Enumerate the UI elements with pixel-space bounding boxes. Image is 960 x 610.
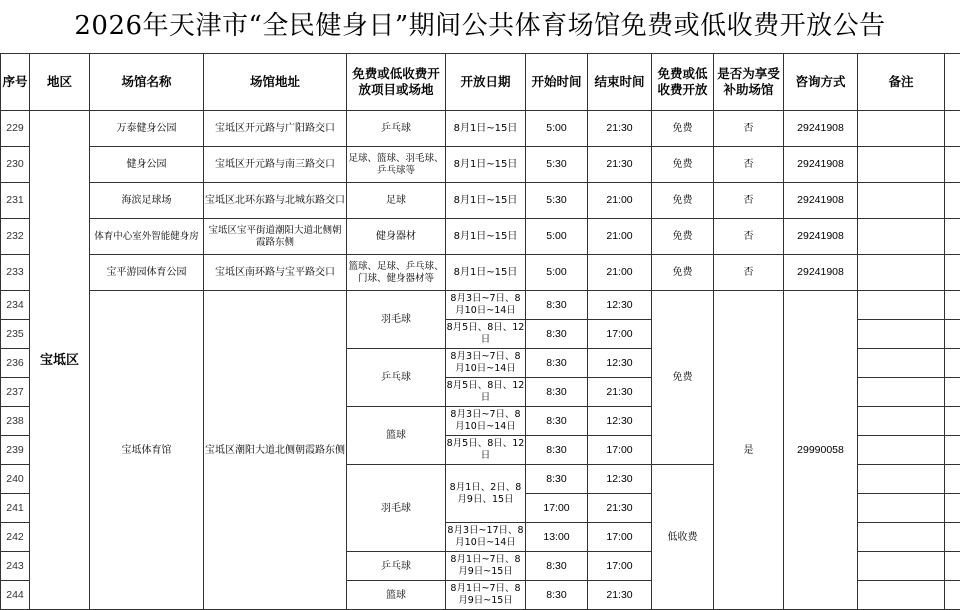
venue-cell[interactable]: 宝坻体育馆 (90, 291, 204, 610)
items-cell[interactable]: 足球、篮球、羽毛球、乒乓球等 (347, 147, 446, 183)
start-cell[interactable]: 8:30 (526, 465, 588, 494)
start-cell[interactable]: 8:30 (526, 581, 588, 610)
end-cell[interactable]: 21:30 (588, 147, 652, 183)
venue-cell[interactable]: 海滨足球场 (90, 183, 204, 219)
address-cell[interactable]: 宝坻区北环东路与北城东路交口 (204, 183, 347, 219)
seq-cell[interactable]: 239 (1, 436, 30, 465)
remark-cell[interactable] (858, 147, 945, 183)
end-cell[interactable]: 12:30 (588, 407, 652, 436)
start-cell[interactable]: 5:00 (526, 111, 588, 147)
header-remark[interactable]: 备注 (858, 54, 945, 111)
items-cell[interactable]: 篮球、足球、乒乓球、门球、健身器材等 (347, 255, 446, 291)
end-cell[interactable]: 17:00 (588, 436, 652, 465)
header-contact[interactable]: 咨询方式 (784, 54, 858, 111)
fee-cell[interactable]: 免费 (652, 255, 714, 291)
start-cell[interactable]: 8:30 (526, 320, 588, 349)
blank-cell[interactable] (945, 291, 960, 320)
start-cell[interactable]: 5:30 (526, 183, 588, 219)
end-cell[interactable]: 12:30 (588, 349, 652, 378)
blank-cell[interactable] (945, 349, 960, 378)
dates-cell[interactable]: 8月1日~7日、8月9日~15日 (446, 581, 526, 610)
blank-cell[interactable] (945, 552, 960, 581)
dates-cell[interactable]: 8月1日~7日、8月9日~15日 (446, 552, 526, 581)
header-seq[interactable]: 序号 (1, 54, 30, 111)
fee-cell[interactable]: 免费 (652, 147, 714, 183)
seq-cell[interactable]: 244 (1, 581, 30, 610)
address-cell[interactable]: 宝坻区宝平街道潮阳大道北侧朝霞路东侧 (204, 219, 347, 255)
header-start[interactable]: 开始时间 (526, 54, 588, 111)
contact-cell[interactable]: 29990058 (784, 291, 858, 610)
seq-cell[interactable]: 236 (1, 349, 30, 378)
start-cell[interactable]: 8:30 (526, 552, 588, 581)
start-cell[interactable]: 5:30 (526, 147, 588, 183)
blank-cell[interactable] (945, 581, 960, 610)
start-cell[interactable]: 8:30 (526, 378, 588, 407)
header-fee[interactable]: 免费或低收费开放 (652, 54, 714, 111)
dates-cell[interactable]: 8月1日、2日、8月9日、15日 (446, 465, 526, 523)
header-items[interactable]: 免费或低收费开放项目或场地 (347, 54, 446, 111)
fee-cell[interactable]: 免费 (652, 291, 714, 465)
table-row (1, 111, 960, 147)
dates-cell[interactable]: 8月3日~7日、8月10日~14日 (446, 291, 526, 320)
region-cell[interactable]: 宝坻区 (30, 111, 90, 610)
dates-cell[interactable]: 8月5日、8日、12日 (446, 320, 526, 349)
remark-cell[interactable] (858, 552, 945, 581)
blank-cell[interactable] (945, 465, 960, 494)
remark-cell[interactable] (858, 494, 945, 523)
contact-cell[interactable]: 29241908 (784, 219, 858, 255)
start-cell[interactable]: 8:30 (526, 291, 588, 320)
start-cell[interactable]: 5:00 (526, 255, 588, 291)
seq-cell[interactable]: 235 (1, 320, 30, 349)
seq-cell[interactable]: 234 (1, 291, 30, 320)
remark-cell[interactable] (858, 349, 945, 378)
seq-cell[interactable]: 233 (1, 255, 30, 291)
remark-cell[interactable] (858, 523, 945, 552)
seq-cell[interactable]: 232 (1, 219, 30, 255)
contact-cell[interactable]: 29241908 (784, 147, 858, 183)
start-cell[interactable]: 13:00 (526, 523, 588, 552)
items-cell[interactable]: 羽毛球 (347, 291, 446, 349)
table-row (1, 255, 960, 291)
end-cell[interactable]: 21:30 (588, 111, 652, 147)
venue-cell[interactable]: 万泰健身公园 (90, 111, 204, 147)
items-cell[interactable]: 篮球 (347, 407, 446, 465)
venue-cell[interactable]: 体育中心室外智能健身房 (90, 219, 204, 255)
dates-cell[interactable]: 8月1日~15日 (446, 183, 526, 219)
header-end[interactable]: 结束时间 (588, 54, 652, 111)
dates-cell[interactable]: 8月5日、8日、12日 (446, 436, 526, 465)
end-cell[interactable]: 12:30 (588, 465, 652, 494)
header-dates[interactable]: 开放日期 (446, 54, 526, 111)
blank-cell[interactable] (945, 219, 960, 255)
dates-cell[interactable]: 8月3日~7日、8月10日~14日 (446, 349, 526, 378)
seq-cell[interactable]: 229 (1, 111, 30, 147)
start-cell[interactable]: 5:00 (526, 219, 588, 255)
end-cell[interactable]: 21:00 (588, 219, 652, 255)
seq-cell[interactable]: 240 (1, 465, 30, 494)
seq-cell[interactable]: 241 (1, 494, 30, 523)
end-cell[interactable]: 21:30 (588, 378, 652, 407)
items-cell[interactable]: 篮球 (347, 581, 446, 610)
remark-cell[interactable] (858, 111, 945, 147)
remark-cell[interactable] (858, 219, 945, 255)
start-cell[interactable]: 8:30 (526, 407, 588, 436)
address-cell[interactable]: 宝坻区南环路与宝平路交口 (204, 255, 347, 291)
header-subsidy[interactable]: 是否为享受补助场馆 (714, 54, 784, 111)
contact-cell[interactable]: 29241908 (784, 183, 858, 219)
fee-cell[interactable]: 免费 (652, 183, 714, 219)
venue-cell[interactable]: 健身公园 (90, 147, 204, 183)
subsidy-cell[interactable]: 否 (714, 111, 784, 147)
table-row (1, 183, 960, 219)
items-cell[interactable]: 乒乓球 (347, 111, 446, 147)
contact-cell[interactable]: 29241908 (784, 255, 858, 291)
end-cell[interactable]: 17:00 (588, 552, 652, 581)
address-cell[interactable]: 宝坻区开元路与广阳路交口 (204, 111, 347, 147)
end-cell[interactable]: 17:00 (588, 320, 652, 349)
table-row (1, 291, 960, 320)
blank-cell[interactable] (945, 378, 960, 407)
remark-cell[interactable] (858, 291, 945, 320)
page-title: 2026年天津市“全民健身日”期间公共体育场馆免费或低收费开放公告 (0, 0, 960, 52)
remark-cell[interactable] (858, 465, 945, 494)
header-row (1, 54, 960, 111)
end-cell[interactable]: 21:30 (588, 581, 652, 610)
subsidy-cell[interactable]: 否 (714, 219, 784, 255)
start-cell[interactable]: 8:30 (526, 436, 588, 465)
dates-cell[interactable]: 8月3日~17日、8月10日~14日 (446, 523, 526, 552)
remark-cell[interactable] (858, 581, 945, 610)
end-cell[interactable]: 21:30 (588, 494, 652, 523)
seq-cell[interactable]: 231 (1, 183, 30, 219)
seq-cell[interactable]: 238 (1, 407, 30, 436)
subsidy-cell[interactable]: 是 (714, 291, 784, 610)
subsidy-cell[interactable]: 否 (714, 147, 784, 183)
end-cell[interactable]: 21:00 (588, 183, 652, 219)
header-venue[interactable]: 场馆名称 (90, 54, 204, 111)
remark-cell[interactable] (858, 407, 945, 436)
items-cell[interactable]: 健身器材 (347, 219, 446, 255)
dates-cell[interactable]: 8月5日、8日、12日 (446, 378, 526, 407)
venue-table (0, 53, 960, 610)
remark-cell[interactable] (858, 183, 945, 219)
blank-cell[interactable] (945, 494, 960, 523)
dates-cell[interactable]: 8月1日~15日 (446, 111, 526, 147)
dates-cell[interactable]: 8月1日~15日 (446, 255, 526, 291)
remark-cell[interactable] (858, 320, 945, 349)
subsidy-cell[interactable]: 否 (714, 183, 784, 219)
contact-cell[interactable]: 29241908 (784, 111, 858, 147)
dates-cell[interactable]: 8月1日~15日 (446, 219, 526, 255)
blank-cell[interactable] (945, 436, 960, 465)
fee-cell[interactable]: 低收费 (652, 465, 714, 610)
items-cell[interactable]: 羽毛球 (347, 465, 446, 552)
dates-cell[interactable]: 8月1日~15日 (446, 147, 526, 183)
address-cell[interactable]: 宝坻区开元路与南三路交口 (204, 147, 347, 183)
items-cell[interactable]: 乒乓球 (347, 552, 446, 581)
table-row (1, 147, 960, 183)
header-region[interactable]: 地区 (30, 54, 90, 111)
blank-cell[interactable] (945, 183, 960, 219)
remark-cell[interactable] (858, 255, 945, 291)
remark-cell[interactable] (858, 378, 945, 407)
end-cell[interactable]: 12:30 (588, 291, 652, 320)
seq-cell[interactable]: 243 (1, 552, 30, 581)
header-address[interactable]: 场馆地址 (204, 54, 347, 111)
start-cell[interactable]: 8:30 (526, 349, 588, 378)
blank-cell[interactable] (945, 255, 960, 291)
dates-cell[interactable]: 8月3日~7日、8月10日~14日 (446, 407, 526, 436)
remark-cell[interactable] (858, 436, 945, 465)
seq-cell[interactable]: 237 (1, 378, 30, 407)
table-row (1, 219, 960, 255)
end-cell[interactable]: 21:00 (588, 255, 652, 291)
blank-cell[interactable] (945, 320, 960, 349)
start-cell[interactable]: 17:00 (526, 494, 588, 523)
blank-cell[interactable] (945, 407, 960, 436)
address-cell[interactable]: 宝坻区潮阳大道北侧朝霞路东侧 (204, 291, 347, 610)
seq-cell[interactable]: 242 (1, 523, 30, 552)
blank-cell[interactable] (945, 147, 960, 183)
venue-cell[interactable]: 宝平游园体育公园 (90, 255, 204, 291)
blank-cell[interactable] (945, 111, 960, 147)
blank-cell[interactable] (945, 523, 960, 552)
items-cell[interactable]: 乒乓球 (347, 349, 446, 407)
fee-cell[interactable]: 免费 (652, 219, 714, 255)
seq-cell[interactable]: 230 (1, 147, 30, 183)
items-cell[interactable]: 足球 (347, 183, 446, 219)
subsidy-cell[interactable]: 否 (714, 255, 784, 291)
header-blank[interactable] (945, 54, 960, 111)
fee-cell[interactable]: 免费 (652, 111, 714, 147)
end-cell[interactable]: 17:00 (588, 523, 652, 552)
